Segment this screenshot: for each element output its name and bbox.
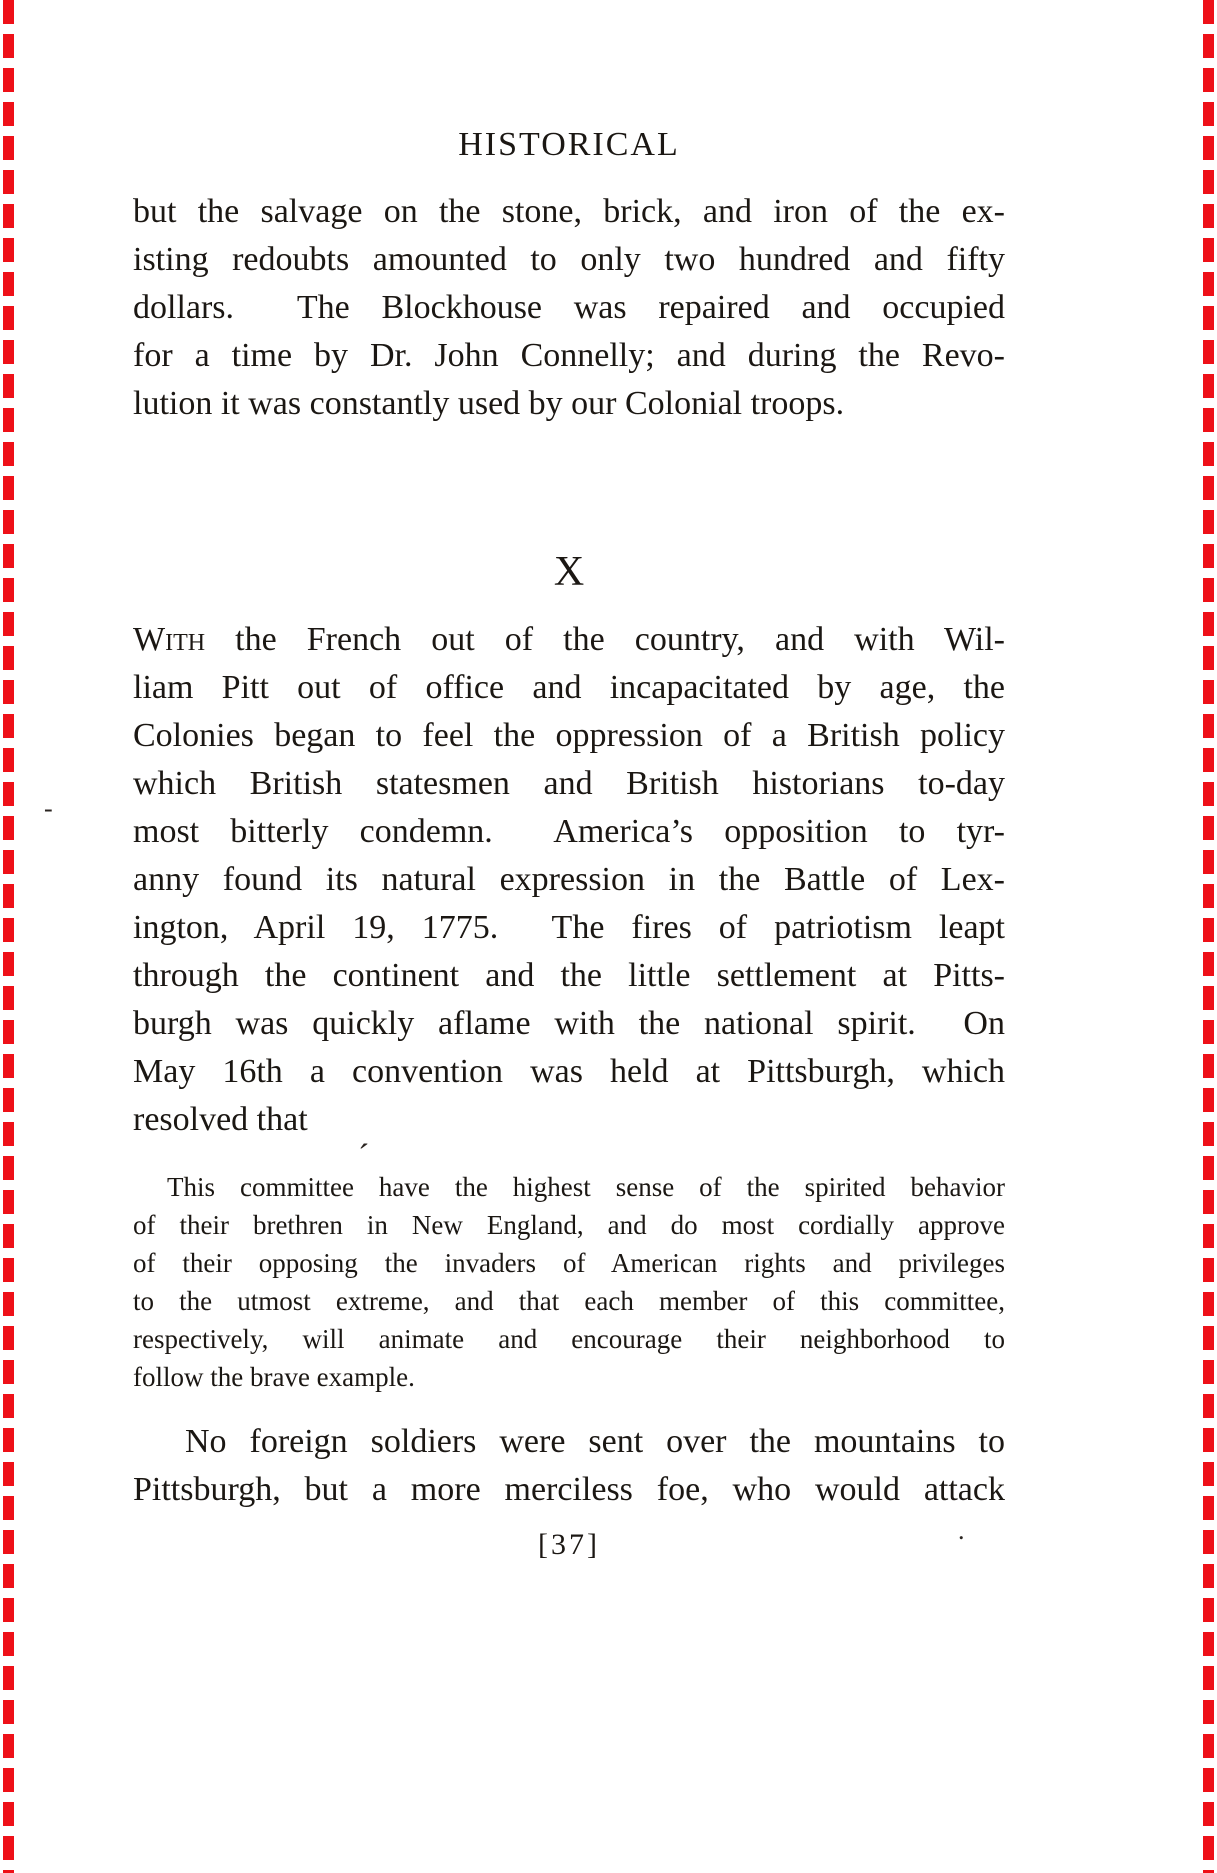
text-line: which British statesmen and British historians to-day	[133, 765, 1005, 802]
text-line: No foreign soldiers were sent over the mountains to	[185, 1423, 1005, 1460]
paragraph-3	[133, 1418, 1005, 1514]
text-line: but the salvage on the stone, brick, and iron of the ex-	[133, 193, 1005, 230]
page-number: [37]	[538, 1528, 600, 1561]
text-line: burgh was quickly aflame with the national spirit. On	[133, 1005, 1005, 1042]
text-line: This committee have the highest sense of the spirited behavior	[167, 1172, 1005, 1202]
text-line: for a time by Dr. John Connelly; and during the Revo-	[133, 337, 1005, 374]
scan-artifact-tick: ´	[358, 1138, 370, 1175]
text-line: isting redoubts amounted to only two hundred and fifty	[133, 241, 1005, 278]
text-line: Pittsburgh, but a more merciless foe, who would attack	[133, 1471, 1005, 1508]
text-line: most bitterly condemn. America’s opposition to tyr-	[133, 813, 1005, 850]
text-line: liam Pitt out of office and incapacitated by age, the	[133, 669, 1005, 706]
text-line: ington, April 19, 1775. The fires of patriotism leapt	[133, 909, 1005, 946]
text-line: of their opposing the invaders of American rights and privileges	[133, 1248, 1005, 1278]
text-line: May 16th a convention was held at Pittsburgh, which	[133, 1053, 1005, 1090]
section-heading: X	[553, 549, 585, 595]
scan-artifact-dot: .	[958, 1516, 965, 1545]
scan-artifact-dash: -	[44, 794, 53, 823]
text-line: lution it was constantly used by our Colonial troops.	[133, 385, 845, 422]
text-line: anny found its natural expression in the Battle of Lex-	[133, 861, 1005, 898]
right-edge-scan-mark	[1203, 0, 1214, 1873]
left-edge-scan-mark	[3, 0, 14, 1873]
text-line: follow the brave example.	[133, 1362, 415, 1392]
text-line	[133, 616, 1005, 664]
smallcaps-lead: With	[133, 621, 206, 658]
text-column	[133, 0, 1005, 1568]
text-line: to the utmost extreme, and that each member of this committee,	[133, 1286, 1005, 1316]
paragraph-1	[133, 188, 1005, 428]
text-line: resolved that	[133, 1101, 308, 1138]
text-line: Colonies began to feel the oppression of a British policy	[133, 717, 1005, 754]
line-rest: the French out of the country, and with Wil-	[205, 621, 1005, 658]
text-line: respectively, will animate and encourage their neighborhood to	[133, 1324, 1005, 1354]
paragraph-2	[133, 616, 1005, 1144]
text-line: dollars. The Blockhouse was repaired and occupied	[133, 289, 1005, 326]
text-line: through the continent and the little settlement at Pitts-	[133, 957, 1005, 994]
running-header: HISTORICAL	[458, 126, 680, 163]
text-line: of their brethren in New England, and do most cordially approve	[133, 1210, 1005, 1240]
block-quotation	[133, 1168, 1005, 1396]
